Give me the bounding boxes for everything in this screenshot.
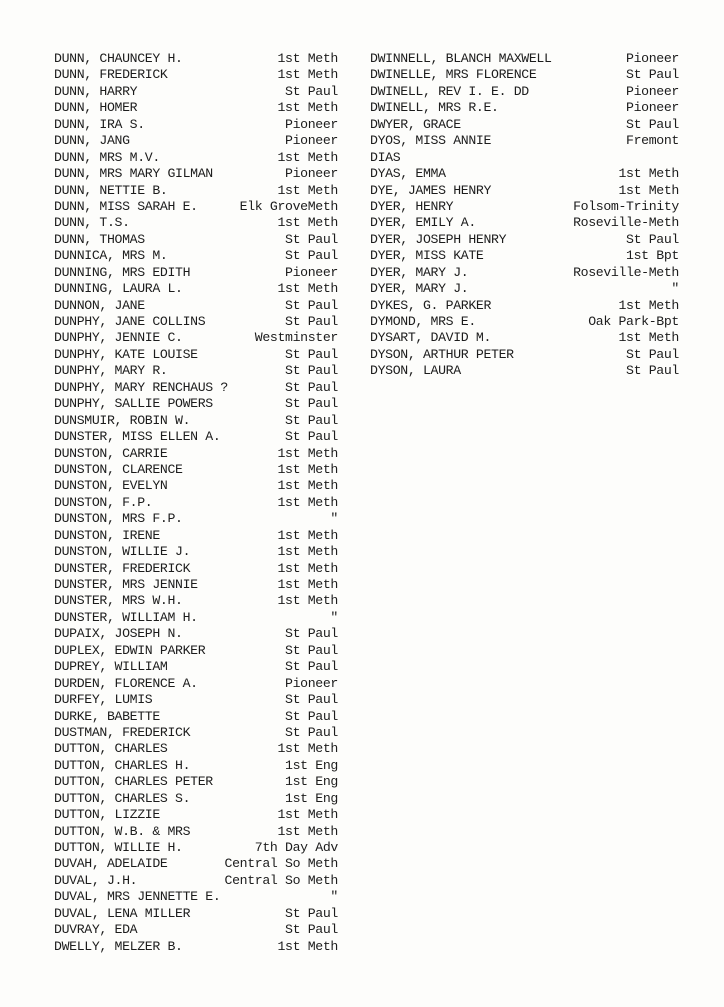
entry-name: DYSART, DAVID M. [370, 330, 492, 346]
entry-church: 1st Meth [277, 478, 338, 494]
directory-entry [54, 709, 338, 725]
entry-church: 1st Bpt [626, 248, 679, 264]
entry-name: DUNSTON, CLARENCE [54, 461, 183, 477]
entry-name: DUNPHY, KATE LOUISE [54, 346, 198, 362]
directory-entry [54, 429, 338, 445]
entry-church: 1st Meth [277, 938, 338, 954]
entry-name: DWELLY, MELZER B. [54, 938, 183, 954]
directory-entry [54, 478, 338, 494]
entry-church: Central So Meth [224, 872, 338, 888]
entry-church: 1st Meth [277, 807, 338, 823]
entry-name: DUTTON, WILLIE H. [54, 840, 183, 855]
entry-name: DUNNICA, MRS M. [54, 248, 168, 264]
entry-name: DUNSTER, FREDERICK [54, 560, 191, 576]
entry-church: " [671, 281, 679, 297]
entry-name: DUNSTON, EVELYN [54, 478, 168, 494]
entry-church: Fremont [626, 133, 679, 149]
entry-church: St Paul [285, 363, 338, 379]
directory-entry [54, 396, 338, 412]
directory-entry [54, 593, 338, 609]
directory-entry [370, 67, 679, 83]
entry-name: DUTTON, CHARLES PETER [54, 774, 213, 790]
directory-entry [370, 363, 679, 379]
entry-name: DWINELL, REV I. E. DD [370, 83, 529, 99]
entry-name: DWYER, GRACE [370, 116, 461, 132]
entry-church: 1st Meth [277, 577, 338, 592]
directory-entry [370, 100, 679, 116]
entry-name: DUPREY, WILLIAM [54, 659, 168, 675]
entry-church: St Paul [285, 724, 338, 740]
entry-church: " [330, 511, 338, 527]
entry-name: DUVAL, LENA MILLER [54, 905, 191, 921]
entry-name: DUNN, IRA S. [54, 116, 145, 132]
entry-church: Folsom-Trinity [573, 198, 679, 214]
entry-church: St Paul [285, 83, 338, 99]
directory-entry [54, 413, 338, 429]
entry-church: 1st Meth [277, 281, 338, 297]
entry-name: DUVAL, J.H. [54, 872, 138, 888]
entry-name: DURKE, BABETTE [54, 708, 160, 724]
entry-church: St Paul [285, 708, 338, 724]
entry-name: DUNSTON, CARRIE [54, 445, 168, 461]
directory-entry [54, 659, 338, 675]
entry-church: St Paul [285, 626, 338, 642]
entry-church: St Paul [285, 396, 338, 412]
entry-church: St Paul [285, 297, 338, 313]
entry-name: DUPLEX, EDWIN PARKER [54, 642, 206, 658]
entry-church: 1st Eng [285, 757, 338, 773]
directory-entry [54, 166, 338, 182]
entry-church: 1st Meth [277, 823, 338, 839]
left-column [54, 51, 338, 955]
directory-entry [370, 330, 679, 346]
directory-entry [54, 84, 338, 100]
entry-name: DYER, MARY J. [370, 281, 469, 297]
entry-name: DUTTON, CHARLES H. [54, 757, 191, 773]
directory-entry [54, 462, 338, 478]
entry-church: Pioneer [626, 83, 679, 99]
entry-church: 1st Meth [277, 527, 338, 543]
entry-church: Oak Park-Bpt [588, 314, 679, 329]
entry-name: DUNN, CHAUNCEY H. [54, 51, 183, 66]
entry-name: DUNPHY, JENNIE C. [54, 330, 183, 346]
directory-entry [54, 922, 338, 938]
entry-church: 1st Meth [277, 51, 338, 66]
entry-church: 1st Meth [618, 166, 679, 182]
entry-church: St Paul [285, 429, 338, 445]
directory-entry [370, 51, 679, 67]
entry-church: Pioneer [285, 166, 338, 182]
entry-church: Pioneer [626, 51, 679, 66]
entry-church: St Paul [285, 922, 338, 938]
entry-name: DUNN, JANG [54, 133, 130, 149]
directory-entry [370, 150, 679, 166]
right-column [370, 51, 679, 380]
entry-name: DUNSTER, MISS ELLEN A. [54, 429, 221, 445]
entry-church: 1st Meth [277, 100, 338, 116]
directory-entry [54, 610, 338, 626]
entry-name: DUNSMUIR, ROBIN W. [54, 412, 191, 428]
directory-entry [54, 380, 338, 396]
entry-church: St Paul [285, 231, 338, 247]
entry-church: 1st Eng [285, 790, 338, 806]
directory-entry [54, 577, 338, 593]
directory-entry [370, 117, 679, 133]
entry-church: Roseville-Meth [573, 264, 679, 280]
entry-name: DURFEY, LUMIS [54, 692, 153, 708]
directory-entry [370, 215, 679, 231]
directory-entry [370, 281, 679, 297]
entry-church: 1st Meth [277, 494, 338, 510]
entry-church: St Paul [285, 642, 338, 658]
directory-entry [54, 215, 338, 231]
entry-church: Pioneer [285, 264, 338, 280]
entry-church: Pioneer [626, 100, 679, 116]
entry-name: DUNSTER, MRS W.H. [54, 593, 183, 609]
entry-church: St Paul [285, 692, 338, 708]
directory-entry [54, 725, 338, 741]
entry-name: DYKES, G. PARKER [370, 297, 492, 313]
entry-name: DUNNING, LAURA L. [54, 281, 183, 297]
directory-entry [54, 676, 338, 692]
entry-name: DUNSTON, WILLIE J. [54, 544, 191, 560]
entry-church: Central So Meth [224, 856, 338, 872]
entry-church: Roseville-Meth [573, 215, 679, 231]
directory-entry [54, 528, 338, 544]
entry-church: St Paul [285, 412, 338, 428]
directory-entry [54, 824, 338, 840]
entry-name: DUNN, MRS M.V. [54, 149, 160, 165]
entry-name: DUNSTER, WILLIAM H. [54, 609, 198, 625]
entry-name: DUNN, FREDERICK [54, 67, 168, 83]
entry-church: " [330, 609, 338, 625]
entry-name: DYER, MISS KATE [370, 248, 484, 264]
entry-name: DUNSTON, MRS F.P. [54, 511, 183, 527]
entry-church: 1st Meth [277, 593, 338, 609]
entry-church: Pioneer [285, 116, 338, 132]
entry-name: DUNN, T.S. [54, 215, 130, 231]
directory-entry [54, 265, 338, 281]
directory-entry [54, 561, 338, 577]
entry-church: 1st Meth [618, 182, 679, 198]
directory-entry [54, 183, 338, 199]
entry-church: St Paul [626, 363, 679, 379]
directory-entry [54, 446, 338, 462]
directory-entry [54, 248, 338, 264]
entry-name: DUNPHY, MARY R. [54, 363, 168, 379]
directory-entry [54, 150, 338, 166]
directory-entry [54, 906, 338, 922]
directory-entry [370, 248, 679, 264]
entry-church: St Paul [285, 248, 338, 264]
entry-name: DYE, JAMES HENRY [370, 182, 492, 198]
entry-church: 1st Meth [277, 741, 338, 757]
entry-church: St Paul [285, 346, 338, 362]
entry-church: 1st Eng [285, 774, 338, 790]
entry-name: DWINELLE, MRS FLORENCE [370, 67, 537, 83]
entry-name: DUVAH, ADELAIDE [54, 856, 168, 872]
entry-church: St Paul [285, 379, 338, 395]
directory-entry [54, 100, 338, 116]
entry-name: DUVRAY, EDA [54, 922, 138, 938]
entry-church: Pioneer [285, 133, 338, 149]
entry-name: DUTTON, LIZZIE [54, 807, 160, 823]
entry-name: DUNPHY, SALLIE POWERS [54, 396, 213, 412]
entry-name: DYMOND, MRS E. [370, 314, 476, 329]
directory-entry [54, 626, 338, 642]
directory-entry [370, 199, 679, 215]
entry-name: DUNNON, JANE [54, 297, 145, 313]
directory-entry [54, 67, 338, 83]
entry-name: DYSON, LAURA [370, 363, 461, 379]
entry-name: DYSON, ARTHUR PETER [370, 346, 514, 362]
directory-entry [54, 281, 338, 297]
directory-entry [54, 758, 338, 774]
entry-church: 1st Meth [277, 182, 338, 198]
directory-entry [54, 643, 338, 659]
entry-church: St Paul [285, 659, 338, 675]
entry-church: St Paul [285, 905, 338, 921]
entry-name: DUNN, HOMER [54, 100, 138, 116]
directory-entry [54, 939, 338, 955]
entry-church: 1st Meth [277, 445, 338, 461]
directory-entry [54, 791, 338, 807]
directory-entry [54, 363, 338, 379]
entry-name: DUNN, THOMAS [54, 231, 145, 247]
directory-entry [54, 199, 338, 215]
entry-church: 1st Meth [618, 297, 679, 313]
entry-name: DYOS, MISS ANNIE [370, 133, 492, 149]
directory-entry [54, 873, 338, 889]
entry-church: St Paul [626, 231, 679, 247]
directory-entry [54, 544, 338, 560]
entry-name: DYER, HENRY [370, 198, 454, 214]
entry-name: DUNN, HARRY [54, 83, 138, 99]
entry-church: " [330, 889, 338, 905]
entry-name: DUTTON, CHARLES [54, 741, 168, 757]
entry-name: DUNSTER, MRS JENNIE [54, 577, 198, 592]
entry-church: 1st Meth [277, 67, 338, 83]
entry-name: DUNN, MRS MARY GILMAN [54, 166, 213, 182]
entry-name: DIAS [370, 149, 401, 165]
entry-church: St Paul [285, 314, 338, 329]
directory-entry [54, 51, 338, 67]
directory-entry [54, 314, 338, 330]
entry-name: DYER, JOSEPH HENRY [370, 231, 507, 247]
entry-name: DYER, EMILY A. [370, 215, 476, 231]
directory-entry [370, 232, 679, 248]
directory-entry [54, 347, 338, 363]
directory-entry [54, 511, 338, 527]
entry-name: DUNPHY, JANE COLLINS [54, 314, 206, 329]
entry-church: 7th Day Adv [254, 840, 338, 855]
directory-entry [54, 692, 338, 708]
entry-name: DURDEN, FLORENCE A. [54, 675, 198, 691]
entry-church: 1st Meth [618, 330, 679, 346]
entry-church: St Paul [626, 67, 679, 83]
entry-name: DUNN, NETTIE B. [54, 182, 168, 198]
entry-name: DUNPHY, MARY RENCHAUS ? [54, 379, 228, 395]
entry-name: DUTTON, W.B. & MRS [54, 823, 191, 839]
directory-entry [370, 84, 679, 100]
directory-entry [54, 330, 338, 346]
directory-entry [54, 133, 338, 149]
entry-name: DUNSTON, F.P. [54, 494, 153, 510]
directory-entry [370, 183, 679, 199]
entry-name: DWINELL, MRS R.E. [370, 100, 499, 116]
entry-church: 1st Meth [277, 544, 338, 560]
directory-entry [54, 495, 338, 511]
directory-entry [54, 840, 338, 856]
entry-church: 1st Meth [277, 461, 338, 477]
entry-church: 1st Meth [277, 560, 338, 576]
directory-entry [54, 232, 338, 248]
entry-name: DUTTON, CHARLES S. [54, 790, 191, 806]
entry-name: DUPAIX, JOSEPH N. [54, 626, 183, 642]
entry-church: Elk GroveMeth [239, 198, 338, 214]
entry-church: Pioneer [285, 675, 338, 691]
entry-name: DUSTMAN, FREDERICK [54, 724, 191, 740]
directory-entry [54, 741, 338, 757]
directory-entry [54, 117, 338, 133]
directory-entry [54, 856, 338, 872]
directory-entry [370, 133, 679, 149]
directory-entry [370, 347, 679, 363]
entry-name: DUNSTON, IRENE [54, 527, 160, 543]
entry-church: 1st Meth [277, 215, 338, 231]
entry-church: 1st Meth [277, 149, 338, 165]
directory-entry [370, 265, 679, 281]
directory-entry [54, 807, 338, 823]
directory-entry [370, 166, 679, 182]
entry-church: Westminster [254, 330, 338, 346]
entry-name: DUVAL, MRS JENNETTE E. [54, 889, 221, 905]
entry-church: St Paul [626, 116, 679, 132]
entry-name: DUNN, MISS SARAH E. [54, 198, 198, 214]
directory-entry [54, 774, 338, 790]
entry-name: DWINNELL, BLANCH MAXWELL [370, 51, 552, 66]
entry-name: DYER, MARY J. [370, 264, 469, 280]
directory-entry [370, 298, 679, 314]
directory-entry [54, 298, 338, 314]
entry-name: DUNNING, MRS EDITH [54, 264, 191, 280]
directory-entry [54, 889, 338, 905]
directory-entry [370, 314, 679, 330]
entry-church: St Paul [626, 346, 679, 362]
entry-name: DYAS, EMMA [370, 166, 446, 182]
